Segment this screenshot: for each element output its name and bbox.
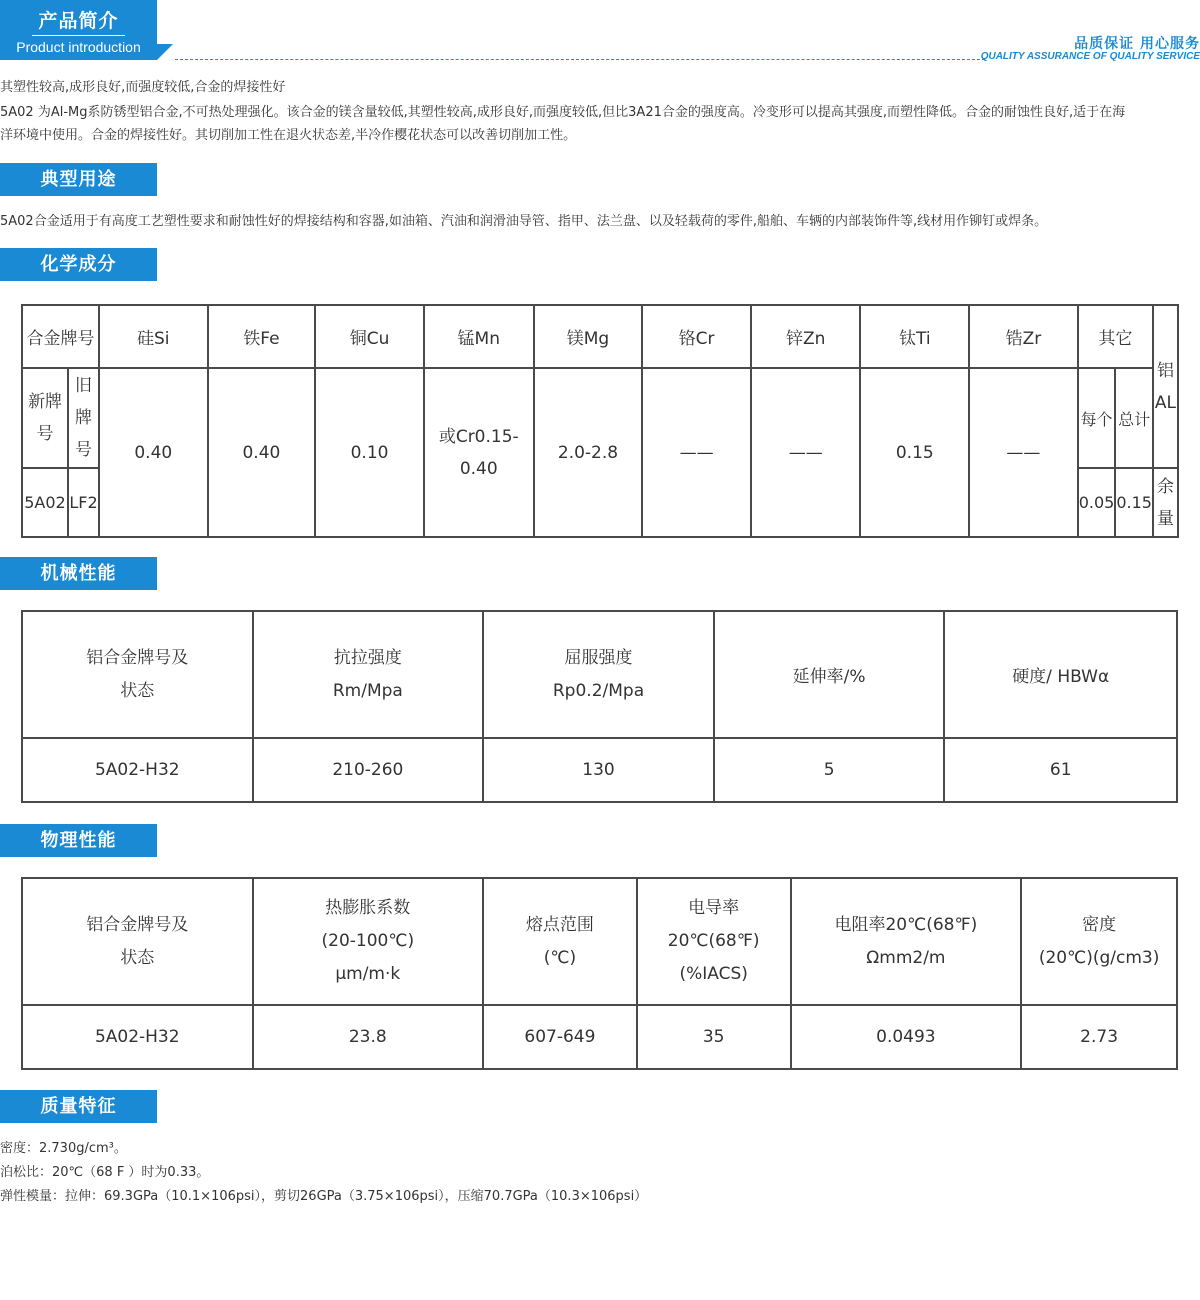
mech-h-grade-line2: 状态 [120,680,155,701]
mech-h-grade [22,611,253,738]
chem-old-grade: LF2 [68,468,99,537]
chem-h-cr: 铬Cr [642,305,751,368]
chem-fe: 0.40 [208,368,316,537]
chem-cu: 0.10 [315,368,424,537]
mech-h-elong: 延伸率/% [714,611,945,738]
chem-h-each: 每个 [1078,368,1116,468]
chem-cr: —— [642,368,751,537]
phys-h-cte-line1: 热膨胀系数 [325,898,411,918]
phys-res: 0.0493 [791,1005,1022,1069]
header-dashed-divider [175,59,985,60]
section-quality-title: 质量特征 [0,1090,157,1123]
chem-total: 0.15 [1115,468,1153,537]
chem-each: 0.05 [1078,468,1116,537]
usage-text: 5A02合金适用于有高度工艺塑性要求和耐蚀性好的焊接结构和容器,如油箱、汽油和润滑油导管、指甲、法兰盘、以及轻载荷的零件,船舶、车辆的内部装饰件等,线材用作铆钉或焊条。 [0,214,1048,229]
quality-line-2: 泊松比：20℃（68 F ）时为0.33。 [0,1165,210,1180]
mech-h-rp [483,611,714,738]
phys-h-melt-line1: 熔点范围 [525,914,594,935]
intro-line-1: 其塑性较高,成形良好,而强度较低,合金的焊接性好 [0,80,286,95]
phys-h-grade-line2: 状态 [120,947,155,968]
intro-line-3: 洋环境中使用。合金的焊接性好。其切削加工性在退火状态差,半冷作樱花状态可以改善切削加工性。 [0,128,577,143]
mech-grade: 5A02-H32 [22,738,253,802]
phys-h-grade [22,878,253,1005]
phys-h-dens [1021,878,1177,1005]
tab-corner-triangle [157,44,173,60]
phys-h-cond-line3: (%IACS) [679,964,748,984]
phys-h-cond [637,878,791,1005]
chem-zr: —— [969,368,1078,537]
mech-rp: 130 [483,738,714,802]
phys-h-dens-line2: (20℃)(g/cm3) [1038,947,1160,968]
chem-ti: 0.15 [860,368,969,537]
chem-h-mg: 镁Mg [534,305,643,368]
phys-h-cte [253,878,484,1005]
slogan-cn: 品质保证 用心服务 [1074,36,1200,52]
mech-rm: 210-260 [253,738,484,802]
phys-cte: 23.8 [253,1005,484,1069]
slogan-en: QUALITY ASSURANCE OF QUALITY SERVICE [980,51,1200,62]
mech-h-rm-line1: 抗拉强度 [333,647,402,668]
product-intro-subtitle: Product introduction [16,39,141,55]
chem-h-fe: 铁Fe [208,305,316,368]
phys-cond: 35 [637,1005,791,1069]
phys-h-grade-line1: 铝合金牌号及 [86,914,189,935]
mech-h-rm [253,611,484,738]
chem-h-mn: 锰Mn [424,305,534,368]
mech-h-grade-line1: 铝合金牌号及 [86,647,189,668]
phys-h-melt-line2: (℃) [543,947,577,968]
chem-al: 余量 [1153,468,1178,537]
product-intro-title: 产品简介 [32,10,124,36]
phys-grade: 5A02-H32 [22,1005,253,1069]
chem-h-other: 其它 [1078,305,1153,368]
phys-h-cte-line3: μm/m·k [335,964,401,984]
phys-h-cond-line1: 电导率 [688,898,740,918]
chem-si: 0.40 [99,368,208,537]
chem-mn: 或Cr0.15-0.40 [424,368,534,537]
phys-h-cond-line2: 20℃(68℉) [667,931,760,951]
phys-h-melt [483,878,637,1005]
section-phys-title: 物理性能 [0,824,157,857]
chem-h-total: 总计 [1115,368,1153,468]
chem-h-ti: 钛Ti [860,305,969,368]
chem-table [21,304,1179,538]
chem-new-grade: 5A02 [22,468,68,537]
mech-h-rp-line1: 屈服强度 [564,647,633,668]
chem-h-al: 铝AL [1153,305,1178,468]
phys-dens: 2.73 [1021,1005,1177,1069]
chem-h-old: 旧牌号 [68,368,99,468]
chem-h-alloy: 合金牌号 [22,305,99,368]
phys-h-res-line1: 电阻率20℃(68℉) [834,914,978,935]
section-chem-title: 化学成分 [0,248,157,281]
section-usage-title: 典型用途 [0,163,157,196]
mech-h-hardness: 硬度/ HBWα [944,611,1177,738]
quality-line-1: 密度：2.730g/cm³。 [0,1141,127,1156]
intro-line-2: 5A02 为Al-Mg系防锈型铝合金,不可热处理强化。该合金的镁含量较低,其塑性较高,成形良好,而强度较低,但比3A21合金的强度高。冷变形可以提高其强度,而塑性降低。合金的耐蚀性良好,适于在海 [0,105,1126,120]
phys-table [21,877,1178,1070]
chem-h-new: 新牌号 [22,368,68,468]
mech-elong: 5 [714,738,945,802]
mech-hardness: 61 [944,738,1177,802]
mech-h-rp-line2: Rp0.2/Mpa [552,680,645,701]
chem-mg: 2.0-2.8 [534,368,643,537]
chem-h-cu: 铜Cu [315,305,424,368]
chem-h-si: 硅Si [99,305,208,368]
chem-h-zr: 锆Zr [969,305,1078,368]
phys-melt: 607-649 [483,1005,637,1069]
mech-table [21,610,1178,803]
section-mech-title: 机械性能 [0,557,157,590]
phys-h-cte-line2: (20-100℃) [321,931,415,951]
product-intro-tab [0,0,157,60]
phys-h-dens-line1: 密度 [1082,914,1117,935]
phys-h-res-line2: Ωmm2/m [866,947,946,968]
quality-line-3: 弹性模量：拉伸：69.3GPa（10.1×106psi），剪切26GPa（3.75×106psi），压缩70.7GPa（10.3×106psi） [0,1189,648,1204]
mech-h-rm-line2: Rm/Mpa [332,680,403,701]
phys-h-res [791,878,1022,1005]
chem-h-zn: 锌Zn [751,305,861,368]
chem-zn: —— [751,368,861,537]
